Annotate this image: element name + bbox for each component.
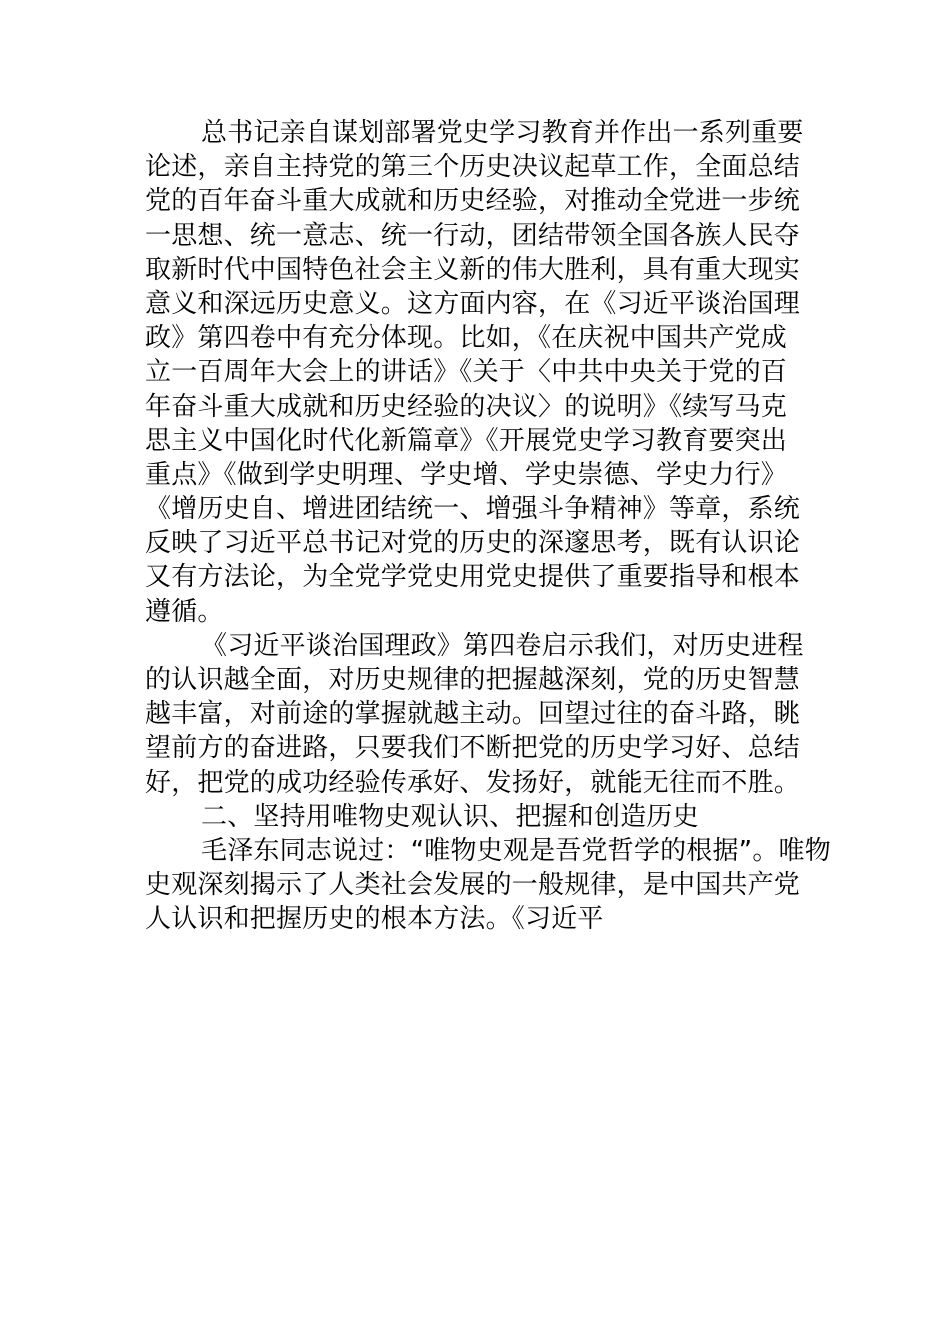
text-line: 党的百年奋斗重大成就和历史经验，对推动全党进一步统 — [145, 186, 801, 217]
text-line: 立一百周年大会上的讲话》《关于〈中共中央关于党的百 — [145, 357, 788, 388]
text-line: 一思想、统一意志、统一行动，团结带领全国各族人民夺 — [145, 220, 801, 251]
paragraph — [145, 629, 809, 800]
text-line: 的认识越全面，对历史规律的把握越深刻，党的历史智慧 — [145, 665, 801, 695]
heading-text: 二、坚持用唯物史观认识、把握和创造历史 — [201, 801, 699, 832]
text-line: 又有方法论，为全党学党史用党史提供了重要指导和根本 — [145, 562, 801, 593]
paragraph — [145, 834, 831, 937]
text-line: 意义和深远历史意义。这方面内容，在《习近平谈治国理 — [145, 288, 801, 319]
text-line: 总书记亲自谋划部署党史学习教育并作出一系列重要 — [201, 118, 804, 148]
text-line: 思主义中国化时代化新篇章》《开展党史学习教育要突出 — [145, 425, 788, 456]
text-line: 好，把党的成功经验传承好、发扬好，就能无往而不胜。 — [145, 767, 801, 798]
text-line: 取新时代中国特色社会主义新的伟大胜利，具有重大现实 — [145, 254, 801, 285]
text-line: 论述，亲自主持党的第三个历史决议起草工作，全面总结 — [145, 152, 801, 183]
text-line: 年奋斗重大成就和历史经验的决议〉的说明》《续写马克 — [145, 391, 788, 422]
text-line: 反映了习近平总书记对党的历史的深邃思考，既有认识论 — [145, 528, 801, 559]
paragraph — [145, 116, 809, 629]
text-line: 《增历史自、增进团结统一、增强斗争精神》等章，系统 — [145, 494, 801, 525]
text-line: 《习近平谈治国理政》第四卷启示我们，对历史进程 — [201, 630, 804, 661]
text-line: 重点》《做到学史明理、学史增、学史崇德、学史力行》 — [145, 459, 788, 490]
text-line: 望前方的奋进路，只要我们不断把党的历史学习好、总结 — [145, 733, 801, 764]
text-line: 遵循。 — [145, 596, 224, 627]
text-line: 越丰富，对前途的掌握就越主动。回望过往的奋斗路，眺 — [145, 699, 801, 730]
text-line: 毛泽东同志说过：“唯物史观是吾党哲学的根据”。唯物 — [201, 835, 831, 866]
text-line: 人认识和把握历史的根本方法。《习近平 — [145, 904, 604, 935]
text-line: 政》第四卷中有充分体现。比如，《在庆祝中国共产党成 — [145, 323, 788, 354]
document-body — [145, 116, 831, 937]
section-heading — [145, 800, 809, 834]
text-line: 史观深刻揭示了人类社会发展的一般规律，是中国共产党 — [145, 870, 801, 901]
